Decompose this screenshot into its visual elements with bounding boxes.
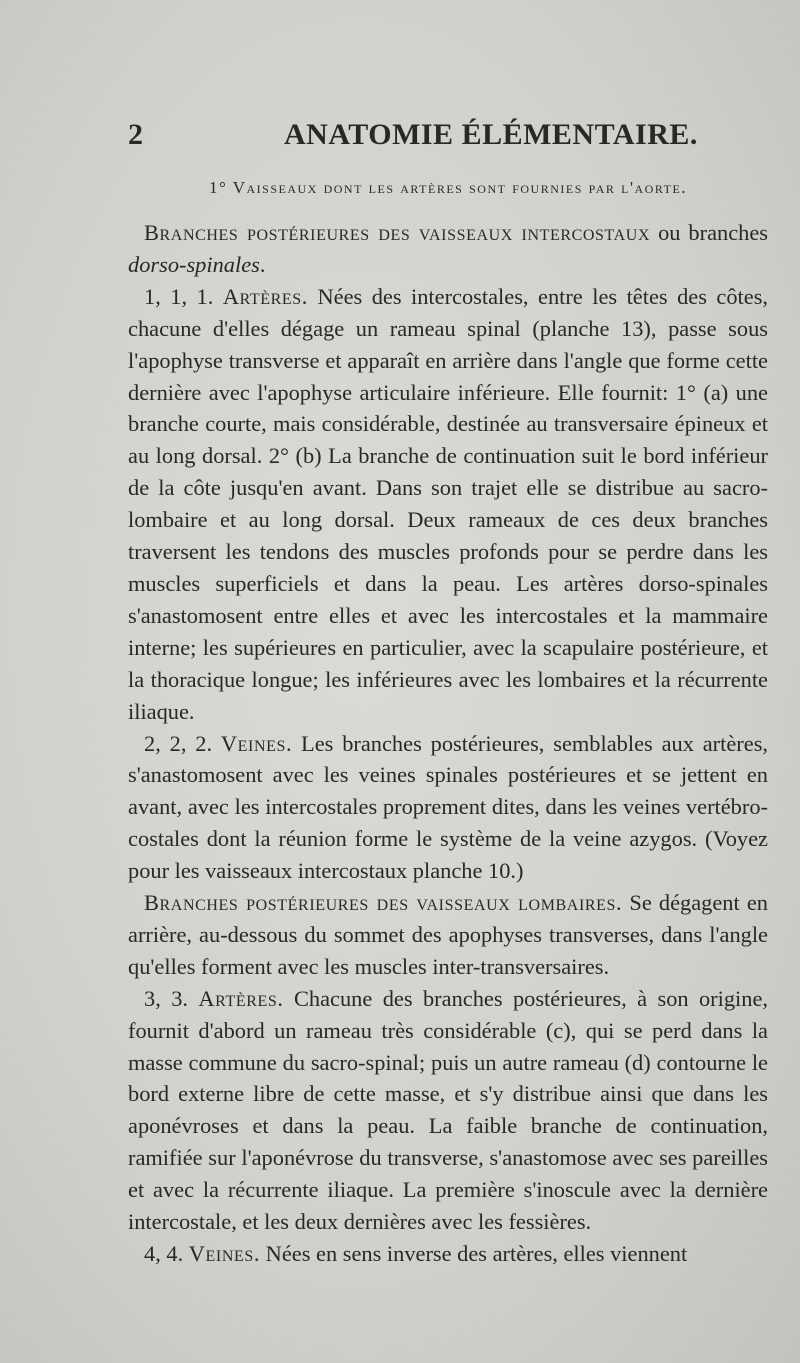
paragraph-heading: Veines. [188, 1241, 261, 1266]
paragraph-text-end: . [259, 251, 266, 277]
italic-term: dorso-spinales [128, 251, 260, 277]
running-title: ANATOMIE ÉLÉMENTAIRE. [284, 118, 698, 151]
paragraph-heading: Artères. [198, 985, 284, 1011]
paragraph-intercostal-branches [128, 217, 768, 281]
section-title: 1° Vaisseaux dont les artères sont fournies par l'aorte. [208, 178, 688, 197]
body-text [128, 217, 768, 1270]
paragraph-text: Chacune des branches postérieures, à son origine, fournit d'abord un rameau très considérable (c), qui se perd dans la masse commune du sacro-spinal; puis un autre rameau (d) contourne le bord externe libre de cette masse, et s'y distribue ainsi que dans les aponévroses et dans la peau. La faible branche de continuation, ramifiée sur l'aponévrose du transverse, s'anastomose avec ses pareilles et avec la récurrente iliaque. La première s'inoscule avec la dernière intercostale, et les deux dernières avec les fessières. [128, 985, 769, 1235]
item-number: 1, 1, 1. [144, 283, 223, 309]
paragraph-veins-2 [128, 728, 768, 888]
item-number: 3, 3. [144, 985, 199, 1011]
paragraph-heading: Branches postérieures des vaisseaux lombaires. [144, 890, 623, 916]
paragraph-text: Nées des intercostales, entre les têtes des côtes, chacune d'elles dégage un rameau spinal (planche 13), passe sous l'apophyse transverse et apparaît en arrière dans l'angle que forme cette dernière avec l'apophyse articulaire inférieure. Elle fournit: 1° (a) une branche courte, mais considérable, destinée au transversaire épineux et au long dorsal. 2° (b) La branche de continuation suit le bord inférieur de la côte jusqu'en avant. Dans son trajet elle se distribue au sacro-lombaire et au long dorsal. Deux rameaux de ces deux branches traversent les tendons des muscles profonds pour se perdre dans les muscles superficiels et dans la peau. Les artères dorso-spinales s'anastomosent entre elles et avec les intercostales et la mammaire interne; les supérieures en particulier, avec la scapulaire postérieure, et la thoracique longue; les inférieures avec les lombaires et la récurrente iliaque. [128, 283, 769, 724]
paragraph-veins-4 [128, 1238, 768, 1270]
paragraph-text: ou branches [650, 220, 768, 245]
paragraph-heading: Veines. [220, 730, 293, 756]
paragraph-text: Se dégagent en arrière, au-dessous du sommet des apophyses transverses, dans l'angle qu'elles forment avec les muscles inter-transversaires. [128, 890, 768, 979]
paragraph-heading: Artères. [222, 283, 308, 309]
paragraph-arteries-3 [128, 983, 768, 1238]
page-number: 2 [128, 118, 143, 151]
paragraph-text: Les branches postérieures, semblables aux artères, s'anastomosent avec les veines spinales postérieures et se jettent en avant, avec les intercostales proprement dites, dans les veines vertébro-costales dont la réunion forme le système de la veine azygos. (Voyez pour les vaisseaux intercostaux planche 10.) [128, 730, 769, 884]
paragraph-text: Nées en sens inverse des artères, elles viennent [260, 1241, 688, 1266]
paragraph-heading: Branches postérieures des vaisseaux intercostaux [144, 220, 651, 245]
item-number: 2, 2, 2. [144, 730, 221, 756]
item-number: 4, 4. [144, 1241, 189, 1266]
page-header [128, 118, 768, 158]
paragraph-arteries-1 [128, 281, 768, 728]
paragraph-lumbar-branches [128, 887, 768, 983]
